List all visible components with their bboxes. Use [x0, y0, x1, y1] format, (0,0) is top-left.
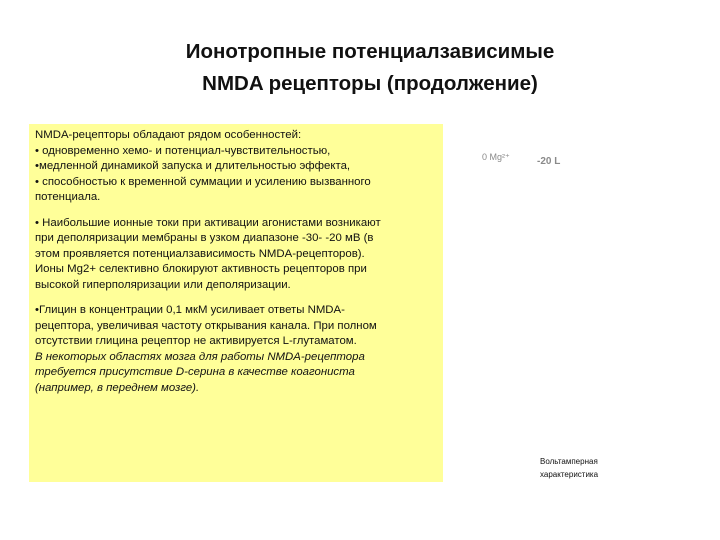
text-line: •Глицин в концентрации 0,1 мкМ усиливает ответы NMDA-	[35, 304, 345, 316]
text-line: высокой гиперполяризации или деполяризации.	[35, 278, 291, 291]
voltage-current-figure	[480, 145, 680, 175]
text-line: Ионы Mg2+ селективно блокируют активность рецепторов при	[35, 263, 367, 275]
highlighted-text-box	[29, 124, 443, 482]
text-line: NMDA-рецепторы обладают рядом особенностей:	[35, 129, 302, 141]
figure-caption	[540, 455, 598, 481]
text-line: • способностью к временной суммации и усилению вызванного	[35, 175, 371, 188]
text-line: • Наибольшие ионные токи при активации агонистами возникают	[35, 216, 381, 229]
caption-line-1: Вольтамперная	[540, 457, 598, 466]
paragraph-gap	[35, 206, 437, 216]
title-line-2: NMDA рецепторы (продолжение)	[202, 72, 538, 95]
text-line: отсутствии глицина рецептор не активируется L-глутаматом.	[35, 335, 357, 347]
paragraph-features	[35, 128, 437, 206]
slide-title	[60, 36, 680, 100]
figure-label-voltage: -20 L	[537, 156, 561, 167]
caption-line-2: характеристика	[540, 470, 599, 479]
text-line: этом проявляется потенциалзависимость NMDA-рецепторов).	[35, 247, 365, 260]
paragraph-ion-currents	[35, 216, 437, 294]
italic-text-line: требуется присутствие D-серина в качестве коагониста	[35, 366, 355, 378]
title-line-1: Ионотропные потенциалзависимые	[185, 40, 555, 63]
text-line: потенциала.	[35, 191, 101, 203]
italic-text-line: (например, в переднем мозге).	[35, 381, 200, 394]
paragraph-gap	[35, 293, 437, 303]
text-line: • одновременно хемо- и потенциал-чувствительностью,	[35, 144, 331, 157]
paragraph-glycine	[35, 303, 437, 396]
text-line: рецептора, увеличивая частоту открывания канала. При полном	[35, 319, 377, 332]
italic-text-line: В некоторых областях мозга для работы NMDA-рецептора	[35, 350, 365, 363]
figure-label-mg: 0 Mg²⁺	[482, 152, 510, 162]
text-line: •медленной динамикой запуска и длительностью эффекта,	[35, 160, 351, 172]
text-line: при деполяризации мембраны в узком диапазоне -30- -20 мВ (в	[35, 232, 374, 244]
